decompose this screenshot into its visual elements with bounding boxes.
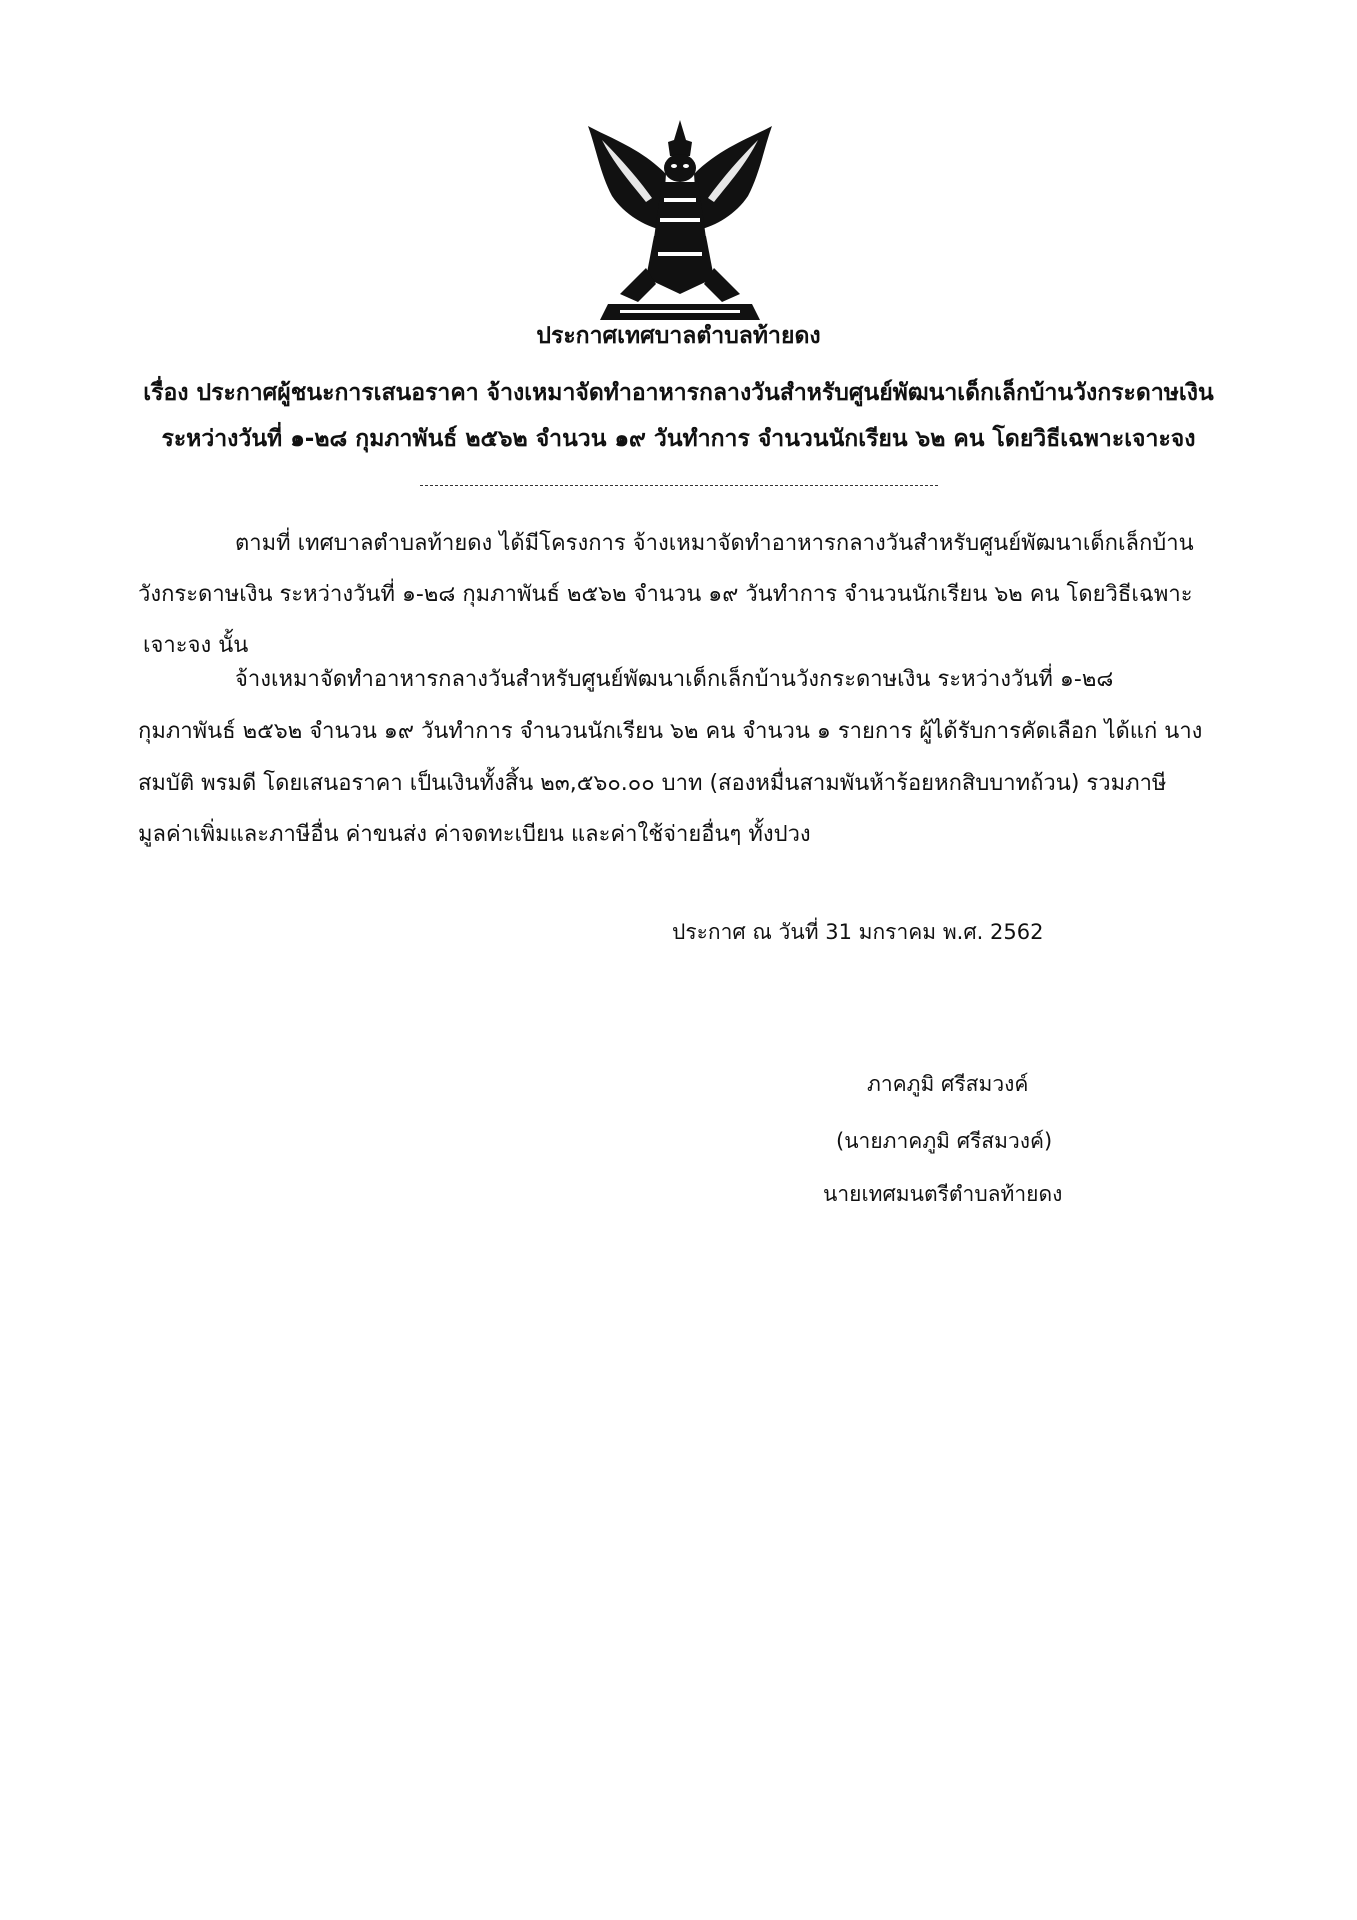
paragraph-2-line-4: มูลค่าเพิ่มและภาษีอื่น ค่าขนส่ง ค่าจดทะเบียน และค่าใช้จ่ายอื่นๆ ทั้งปวง [138, 822, 811, 847]
divider-line [420, 485, 938, 486]
paragraph-1-line-3: เจาะจง นั้น [143, 633, 249, 658]
paragraph-1-line-1: ตามที่ เทศบาลตำบลท้ายดง ได้มีโครงการ จ้างเหมาจัดทำอาหารกลางวันสำหรับศูนย์พัฒนาเด็กเล็กบ้าน [235, 531, 1194, 556]
paragraph-2-line-3: สมบัติ พรมดี โดยเสนอราคา เป็นเงินทั้งสิ้น ๒๓,๕๖๐.๐๐ บาท (สองหมื่นสามพันห้าร้อยหกสิบบาทถ้วน) รวมภาษี [138, 771, 1167, 796]
announcement-date: ประกาศ ณ วันที่ 31 มกราคม พ.ศ. 2562 [672, 920, 1044, 944]
subject-line-2: ระหว่างวันที่ ๑-๒๘ กุมภาพันธ์ ๒๕๖๒ จำนวน ๑๙ วันทำการ จำนวนนักเรียน ๖๒ คน โดยวิธีเฉพาะเจาะจง [161, 426, 1196, 452]
paragraph-2-line-1: จ้างเหมาจัดทำอาหารกลางวันสำหรับศูนย์พัฒนาเด็กเล็กบ้านวังกระดาษเงิน ระหว่างวันที่ ๑-๒๘ [235, 667, 1114, 692]
subject-line-1: เรื่อง ประกาศผู้ชนะการเสนอราคา จ้างเหมาจัดทำอาหารกลางวันสำหรับศูนย์พัฒนาเด็กเล็กบ้านวังกระดาษเงิน [143, 380, 1214, 406]
signatory-position: นายเทศมนตรีตำบลท้ายดง [823, 1182, 1063, 1206]
garuda-emblem-icon [580, 118, 780, 323]
paragraph-2-line-2: กุมภาพันธ์ ๒๕๖๒ จำนวน ๑๙ วันทำการ จำนวนนักเรียน ๖๒ คน จำนวน ๑ รายการ ผู้ได้รับการคัดเลือก ได้แก่ นาง [138, 719, 1203, 744]
signature-name: ภาคภูมิ ศรีสมวงค์ [867, 1072, 1029, 1096]
announcement-title: ประกาศเทศบาลตำบลท้ายดง [536, 323, 821, 349]
signatory-full-name: (นายภาคภูมิ ศรีสมวงค์) [836, 1129, 1053, 1153]
paragraph-1-line-2: วังกระดาษเงิน ระหว่างวันที่ ๑-๒๘ กุมภาพันธ์ ๒๕๖๒ จำนวน ๑๙ วันทำการ จำนวนนักเรียน ๖๒ คน โดยวิธีเฉพาะ [138, 582, 1193, 607]
